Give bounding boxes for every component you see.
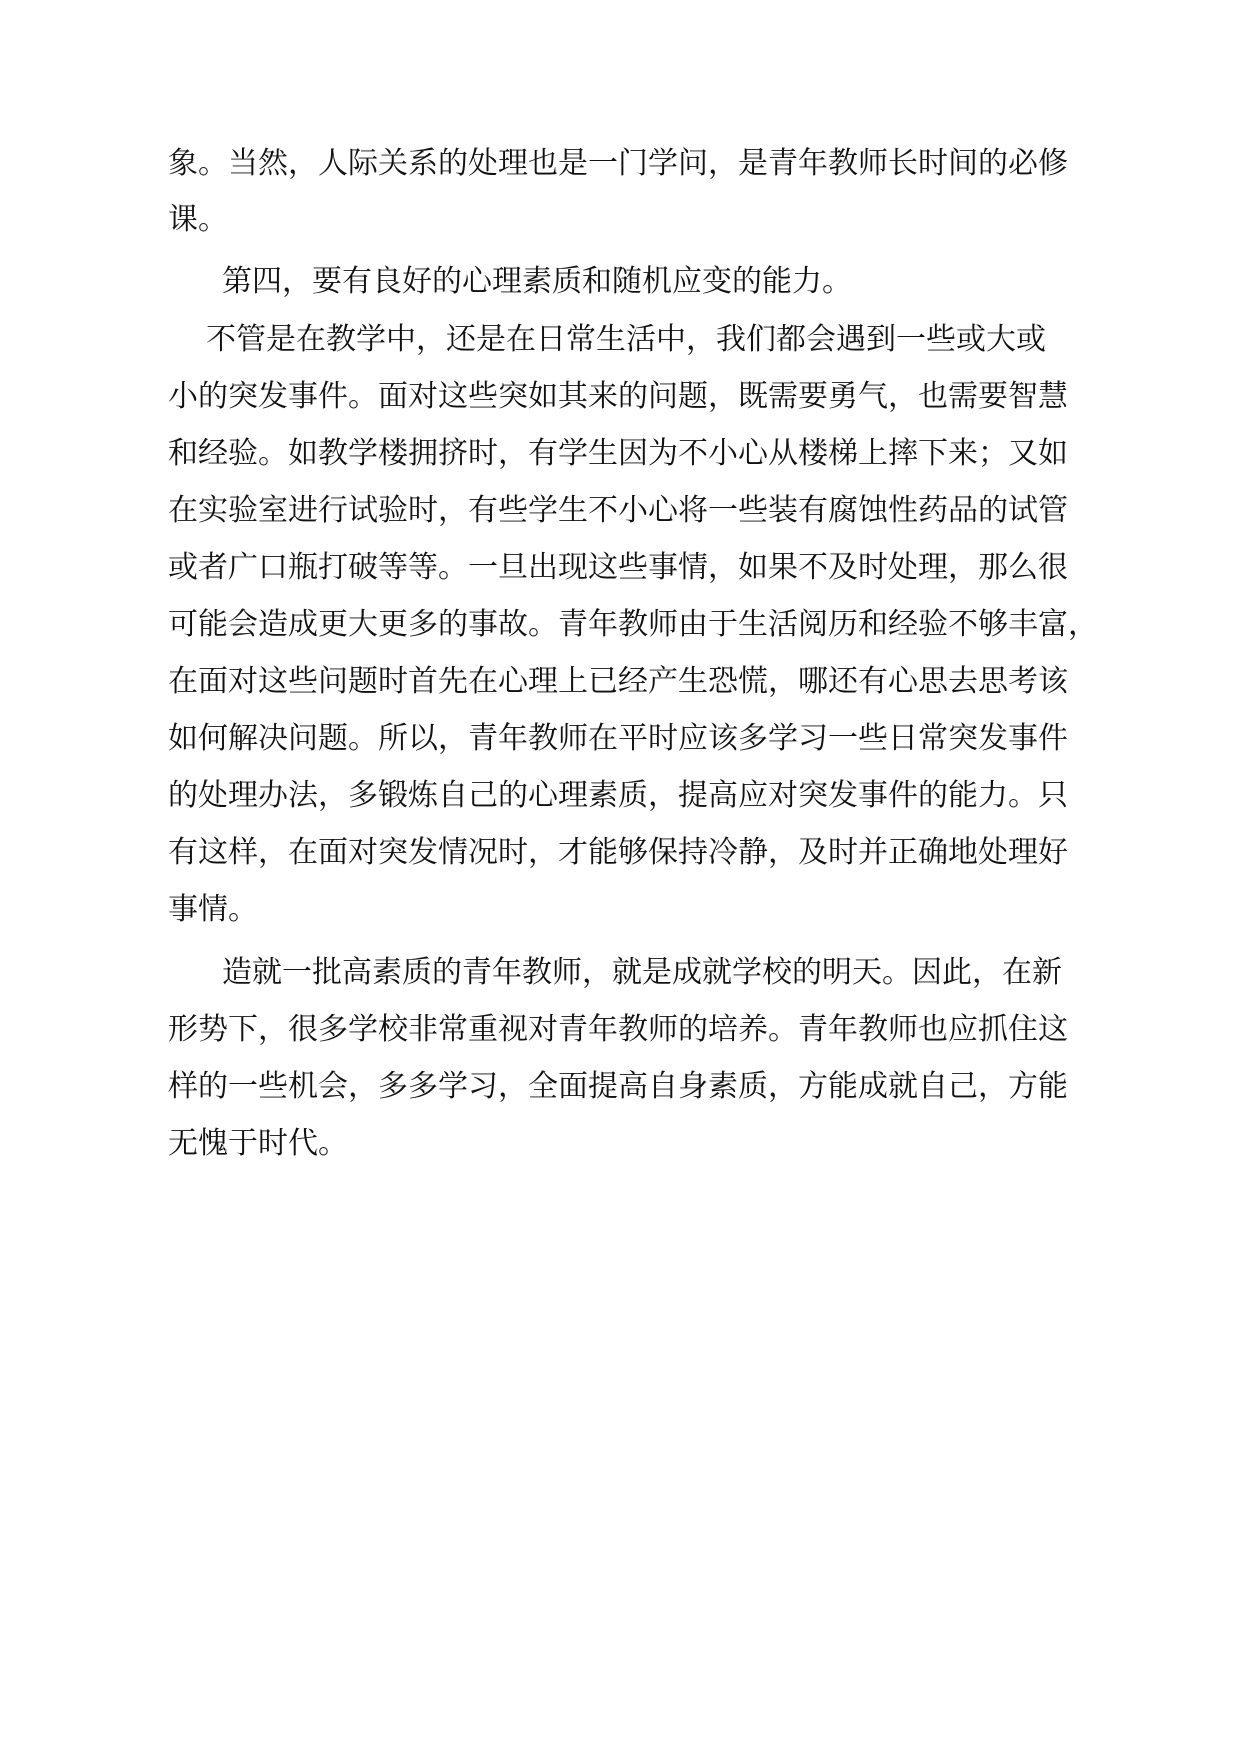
text-line-1: 象。当然，人际关系的处理也是一门学问，是青年教师长时间的必修 xyxy=(168,146,1068,181)
text-line-11: 如何解决问题。所以，青年教师在平时应该多学习一些日常突发事件 xyxy=(168,721,1068,756)
text-line-3: 第四，要有良好的心理素质和随机应变的能力。 xyxy=(222,264,852,299)
text-line-18: 无愧于时代。 xyxy=(168,1126,348,1161)
text-line-9: 可能会造成更大更多的事故。青年教师由于生活阅历和经验不够丰富， xyxy=(168,607,1098,642)
text-line-5: 小的突发事件。面对这些突如其来的问题，既需要勇气，也需要智慧 xyxy=(168,379,1068,414)
text-line-2: 课。 xyxy=(168,202,228,237)
text-line-16: 形势下，很多学校非常重视对青年教师的培养。青年教师也应抓住这 xyxy=(168,1012,1068,1047)
text-line-4: 不管是在教学中，还是在日常生活中，我们都会遇到一些或大或 xyxy=(206,322,1046,357)
text-line-12: 的处理办法，多锻炼自己的心理素质，提高应对突发事件的能力。只 xyxy=(168,778,1068,813)
text-line-10: 在面对这些问题时首先在心理上已经产生恐慌，哪还有心思去思考该 xyxy=(168,664,1068,699)
text-line-6: 和经验。如教学楼拥挤时，有学生因为不小心从楼梯上摔下来；又如 xyxy=(168,436,1068,471)
text-line-8: 或者广口瓶打破等等。一旦出现这些事情，如果不及时处理，那么很 xyxy=(168,550,1068,585)
text-line-13: 有这样，在面对突发情况时，才能够保持冷静，及时并正确地处理好 xyxy=(168,835,1068,870)
text-line-14: 事情。 xyxy=(168,892,258,927)
text-line-15: 造就一批高素质的青年教师，就是成就学校的明天。因此，在新 xyxy=(222,955,1062,990)
text-line-17: 样的一些机会，多多学习，全面提高自身素质，方能成就自己，方能 xyxy=(168,1069,1068,1104)
text-line-7: 在实验室进行试验时，有些学生不小心将一些装有腐蚀性药品的试管 xyxy=(168,493,1068,528)
